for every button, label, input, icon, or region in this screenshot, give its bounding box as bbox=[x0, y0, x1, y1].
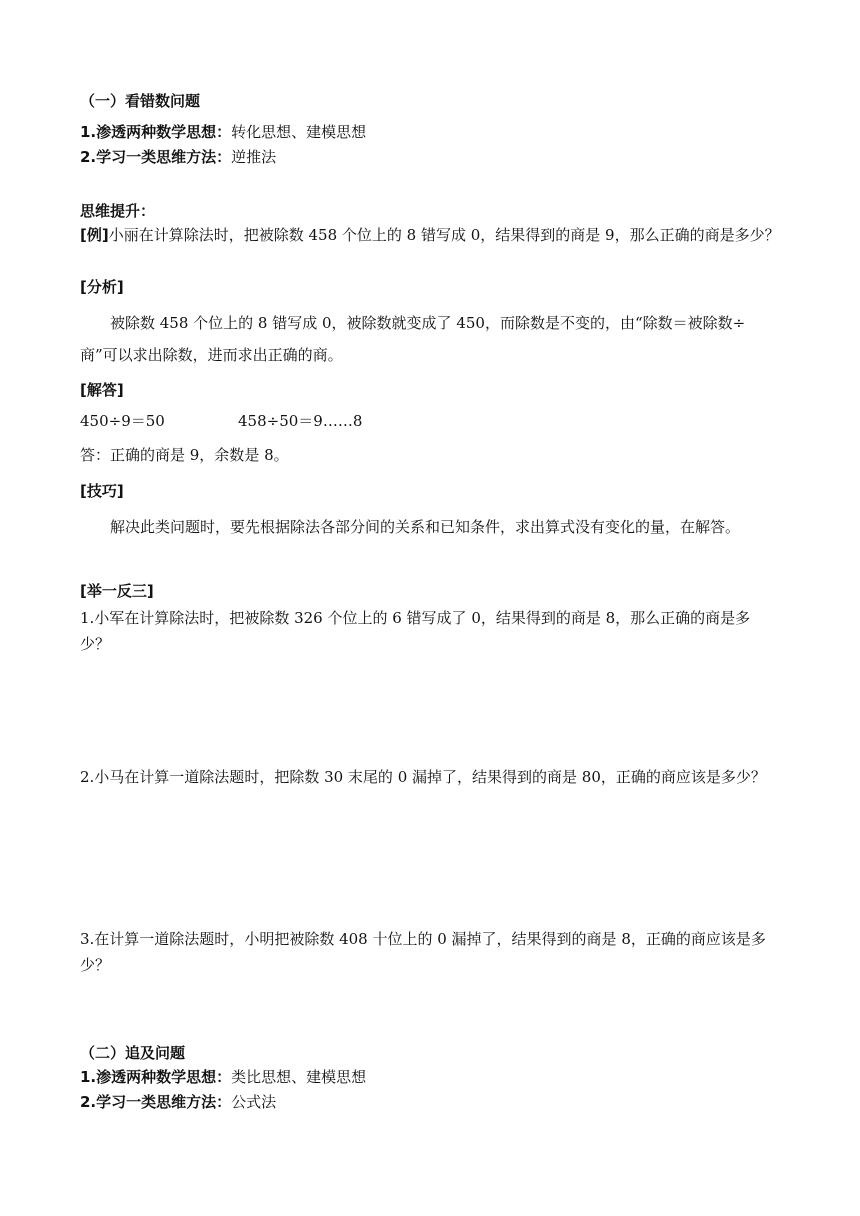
section1-line2-value: 逆推法 bbox=[231, 148, 277, 166]
section1-line1 bbox=[80, 121, 366, 142]
section1-line1-value: 转化思想、建模思想 bbox=[231, 123, 367, 141]
example-text: 小丽在计算除法时，把被除数 458 个位上的 8 错写成 0，结果得到的商是 9，那么正确的商是多少？ bbox=[108, 226, 780, 244]
practice-item-2: 2.小马在计算一道除法题时，把除数 30 末尾的 0 漏掉了，结果得到的商是 80，正确的商应该是多少？ bbox=[80, 768, 766, 786]
section2-line1-value: 类比思想、建模思想 bbox=[231, 1068, 367, 1086]
section1-line1-label: 1.渗透两种数学思想： bbox=[80, 123, 232, 141]
section1-heading: （一）看错数问题 bbox=[80, 92, 201, 110]
tip-text: 解决此类问题时，要先根据除法各部分间的关系和已知条件，求出算式没有变化的量，在解答。 bbox=[110, 518, 741, 536]
section2-heading: （二）追及问题 bbox=[80, 1044, 186, 1062]
section1-line2-label: 2.学习一类思维方法： bbox=[80, 148, 232, 166]
section2-line2-value: 公式法 bbox=[231, 1093, 277, 1111]
analysis-tag: [分析] bbox=[80, 278, 124, 296]
section1-line2 bbox=[80, 146, 276, 167]
calc-2: 458÷50＝9……8 bbox=[238, 412, 363, 430]
thinking-heading: 思维提升： bbox=[80, 202, 156, 220]
practice-tag: [举一反三] bbox=[80, 582, 154, 600]
answer-text: 答：正确的商是 9，余数是 8。 bbox=[80, 446, 289, 464]
practice-item-1: 1.小军在计算除法时，把被除数 326 个位上的 6 错写成了 0，结果得到的商是 8，那么正确的商是多少？ bbox=[80, 609, 751, 653]
tip-tag: [技巧] bbox=[80, 482, 124, 500]
section2-line2 bbox=[80, 1091, 276, 1112]
section2-line1-label: 1.渗透两种数学思想： bbox=[80, 1068, 232, 1086]
practice-item-3: 3.在计算一道除法题时，小明把被除数 408 十位上的 0 漏掉了，结果得到的商是 8，正确的商应该是多少？ bbox=[80, 930, 766, 974]
example-paragraph bbox=[80, 222, 780, 248]
calc-1: 450÷9＝50 bbox=[80, 412, 165, 430]
example-tag: [例] bbox=[80, 226, 109, 244]
analysis-text: 被除数 458 个位上的 8 错写成 0，被除数就变成了 450，而除数是不变的，由“除数＝被除数÷商”可以求出除数，进而求出正确的商。 bbox=[80, 314, 746, 364]
answer-tag: [解答] bbox=[80, 381, 124, 399]
section2-line1 bbox=[80, 1066, 366, 1087]
section2-line2-label: 2.学习一类思维方法： bbox=[80, 1093, 232, 1111]
